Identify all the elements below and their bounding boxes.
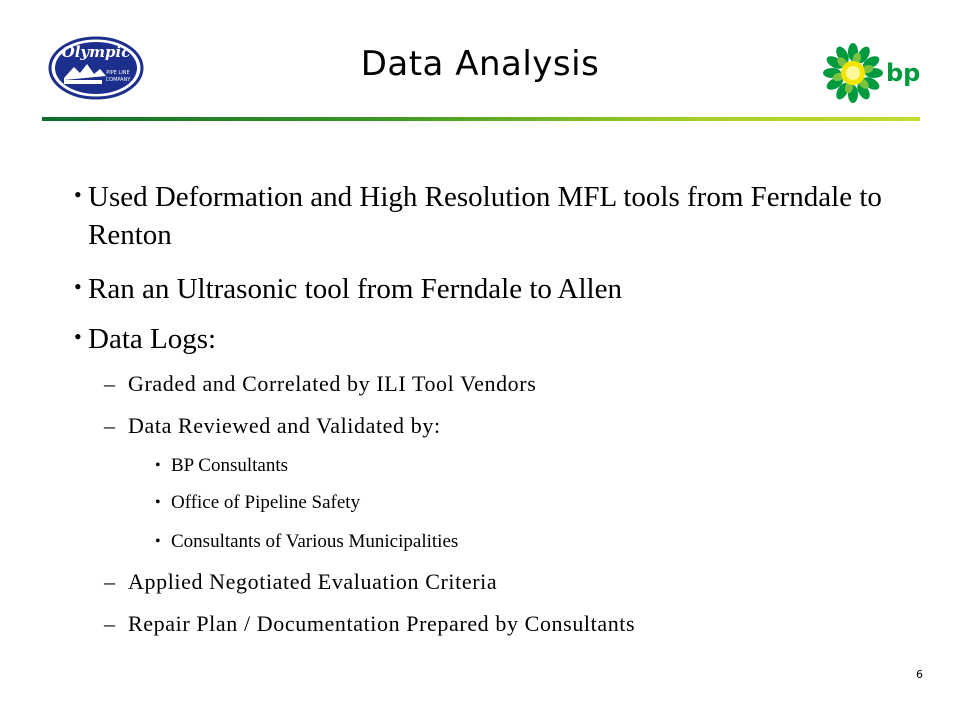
dash-marker: –	[104, 413, 115, 438]
bullet-marker: •	[74, 274, 82, 299]
slide-title: Data Analysis	[360, 44, 600, 84]
bullet-marker: •	[155, 494, 161, 511]
olympic-logo-line3: COMPANY	[105, 77, 131, 83]
bp-logo-text: bp	[886, 59, 921, 87]
sub-sub-item: Consultants of Various Municipalities	[171, 531, 459, 552]
bullet-marker: •	[74, 182, 82, 207]
bullet-item: Data Logs:	[88, 323, 217, 355]
sub-item: Data Reviewed and Validated by:	[128, 413, 441, 438]
sub-item: Repair Plan / Documentation Prepared by Consultants	[128, 611, 636, 636]
bullet-marker: •	[74, 324, 82, 349]
bullet-marker: •	[155, 457, 161, 474]
bullet-item: Used Deformation and High Resolution MFL tools from Ferndale to Renton	[88, 181, 882, 251]
olympic-logo-title: Olympic	[61, 43, 131, 61]
bullet-item: Ran an Ultrasonic tool from Ferndale to Allen	[88, 273, 622, 305]
sub-sub-item: Office of Pipeline Safety	[171, 492, 361, 513]
page-number: 6	[916, 668, 923, 681]
sub-item: Graded and Correlated by ILI Tool Vendors	[128, 371, 537, 396]
dash-marker: –	[104, 371, 115, 396]
sub-sub-item: BP Consultants	[171, 455, 289, 476]
dash-marker: –	[104, 569, 115, 594]
dash-marker: –	[104, 611, 115, 636]
bullet-marker: •	[155, 533, 161, 550]
olympic-logo-line2: PIPE LINE	[106, 70, 130, 76]
sub-item: Applied Negotiated Evaluation Criteria	[128, 569, 498, 594]
